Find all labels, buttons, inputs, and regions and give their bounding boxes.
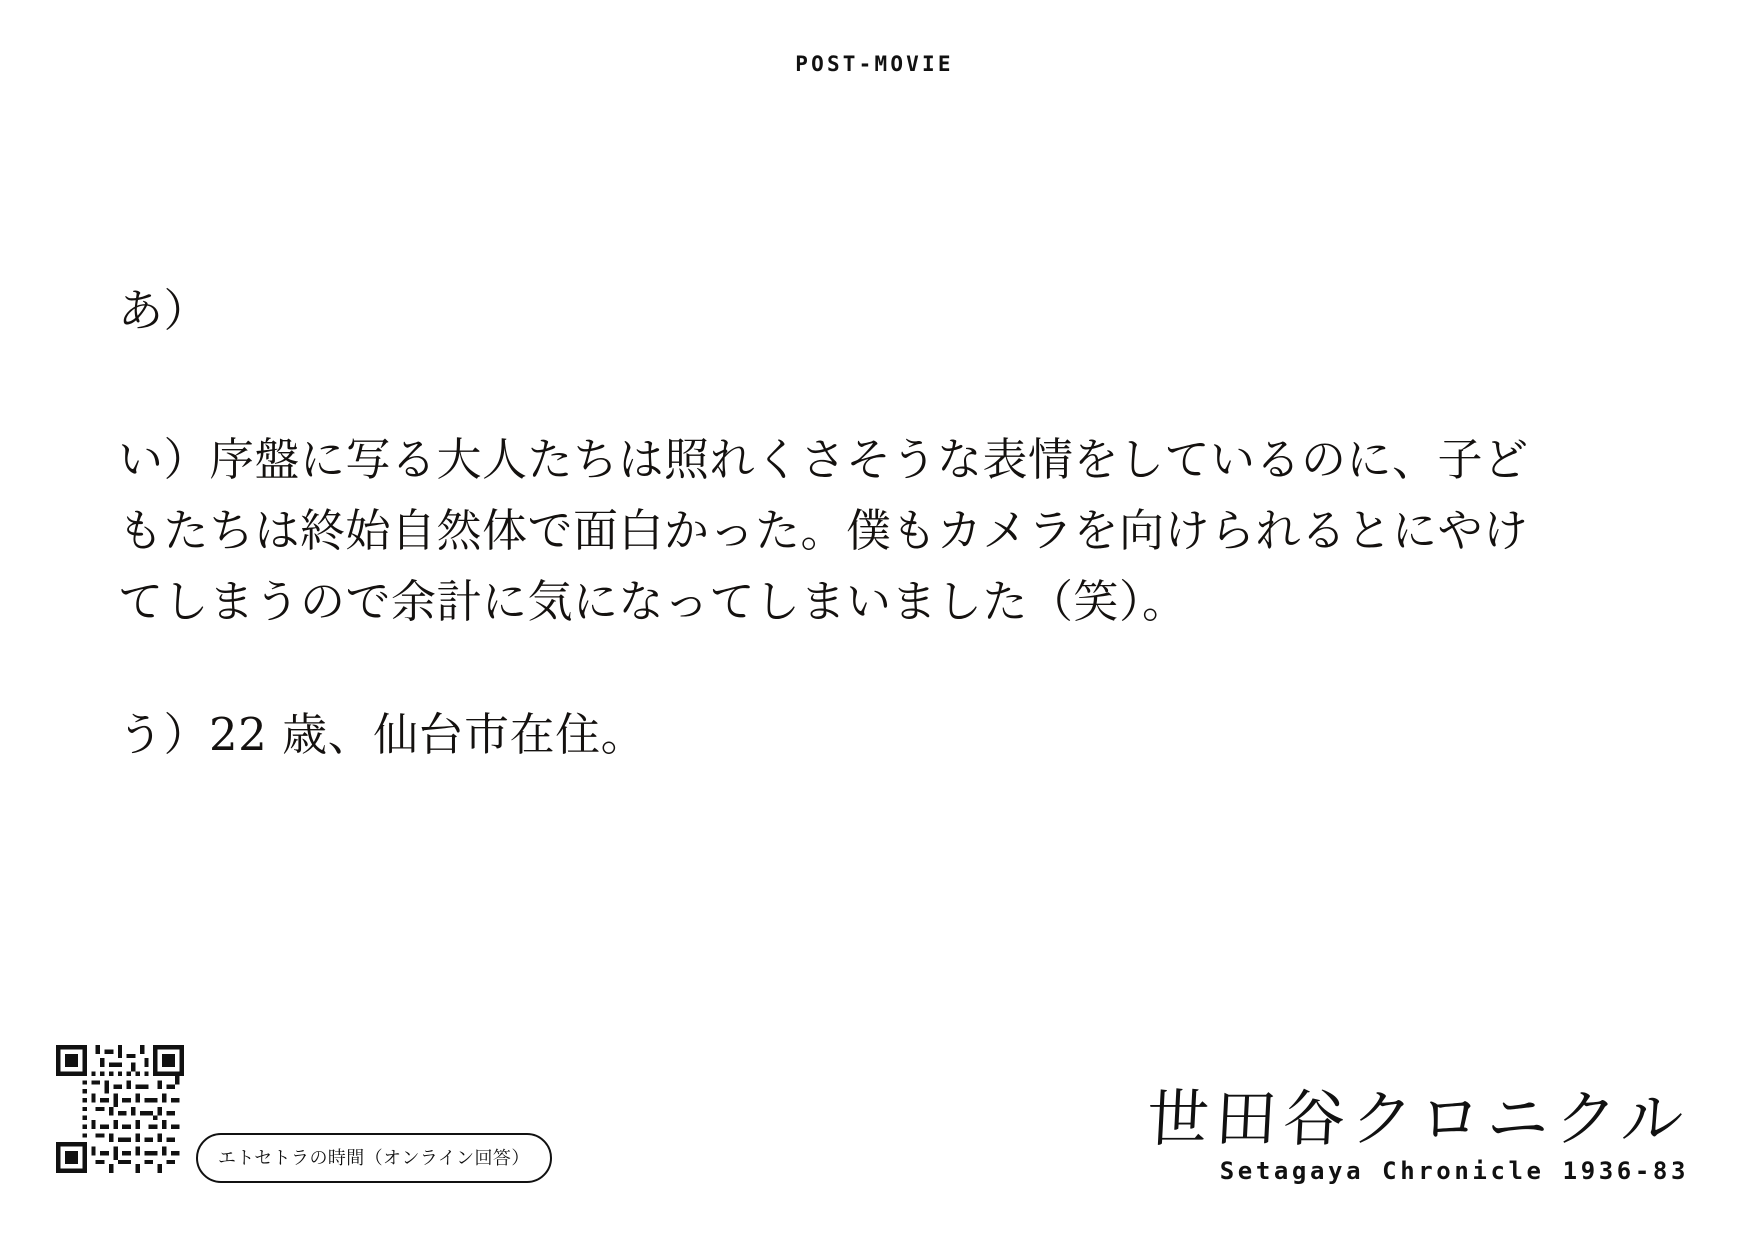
- brand-subtitle: Setagaya Chronicle 1936-83: [1219, 1157, 1689, 1185]
- paragraph-a: あ）: [118, 284, 210, 337]
- paragraph-c: う）22 歳、仙台市在住。: [118, 708, 647, 762]
- page-title: POST-MOVIE: [795, 52, 954, 76]
- page-header: [0, 52, 1749, 76]
- paragraph-b: い）序盤に写る大人たちは照れくさそうな表情をしているのに、子どもたちは終始自然体で面白かった。僕もカメラを向けられるとにやけてしまうので余計に気になってしまいました（笑）。: [118, 433, 1529, 629]
- etcetera-time-label[interactable]: エトセトラの時間（オンライン回答）: [196, 1133, 552, 1183]
- qr-code-icon[interactable]: [56, 1045, 184, 1173]
- document-body: [118, 275, 1538, 770]
- page-footer: [0, 981, 1749, 1241]
- brand-block: [1144, 1081, 1691, 1185]
- brand-logo: 世田谷クロニクル: [1144, 1081, 1691, 1155]
